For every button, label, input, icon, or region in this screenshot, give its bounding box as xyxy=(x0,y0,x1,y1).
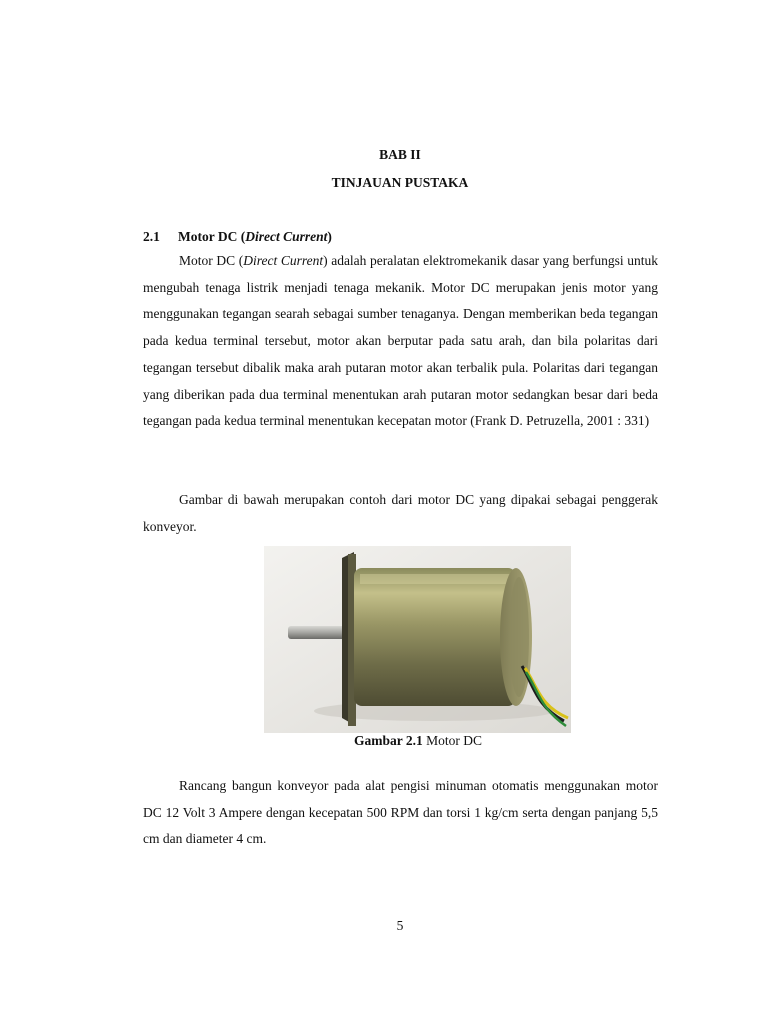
paragraph-2-text: Gambar di bawah merupakan contoh dari motor DC yang dipakai sebagai penggerak konveyor. xyxy=(143,492,658,534)
dc-motor-illustration xyxy=(264,546,571,733)
paragraph-conveyor-design xyxy=(143,773,658,853)
page-number: 5 xyxy=(396,918,404,933)
paragraph-figure-intro xyxy=(143,487,658,540)
section-heading xyxy=(143,229,332,245)
paragraph-1-lead: Motor DC ( xyxy=(179,253,244,268)
chapter-title: TINJAUAN PUSTAKA xyxy=(331,175,469,190)
dc-motor-photo xyxy=(264,546,571,733)
paragraph-1-italic: Direct Current xyxy=(243,253,324,268)
paragraph-1-rest: ) adalah peralatan elektromekanik dasar yang berfungsi untuk mengubah tenaga listrik menjadi tenaga mekanik. Motor DC merupakan jenis motor yang menggunakan tegangan searah sebagai sumber tenaganya. Dengan memberikan beda tegangan pada kedua terminal tersebut, motor akan berputar pada satu arah, dan bila polaritas dari tegangan tersebut dibalik maka arah putaran motor akan terbalik pula. Polaritas dari tegangan yang diberikan pada dua terminal menentukan arah putaran motor sedangkan besar dari beda tegangan pada kedua terminal menentukan kecepatan motor (Frank D. Petruzella, 2001 : 331) xyxy=(143,253,658,429)
figure-caption-label: Gambar 2.1 xyxy=(353,733,423,748)
figure-caption xyxy=(0,733,768,749)
section-title-italic: Direct Current xyxy=(245,229,328,244)
chapter-number: BAB II xyxy=(379,147,421,162)
figure-caption-text: Motor DC xyxy=(422,733,483,748)
paragraph-motor-dc-definition xyxy=(143,248,658,435)
section-number: 2.1 xyxy=(143,229,160,244)
section-title-suffix: ) xyxy=(327,229,332,244)
section-title-prefix: Motor DC ( xyxy=(178,229,246,244)
paragraph-3-text: Rancang bangun konveyor pada alat pengisi minuman otomatis menggunakan motor DC 12 Volt 3 Ampere dengan kecepatan 500 RPM dan torsi 1 kg/cm serta dengan panjang 5,5 cm dan diameter 4 cm. xyxy=(143,778,658,847)
